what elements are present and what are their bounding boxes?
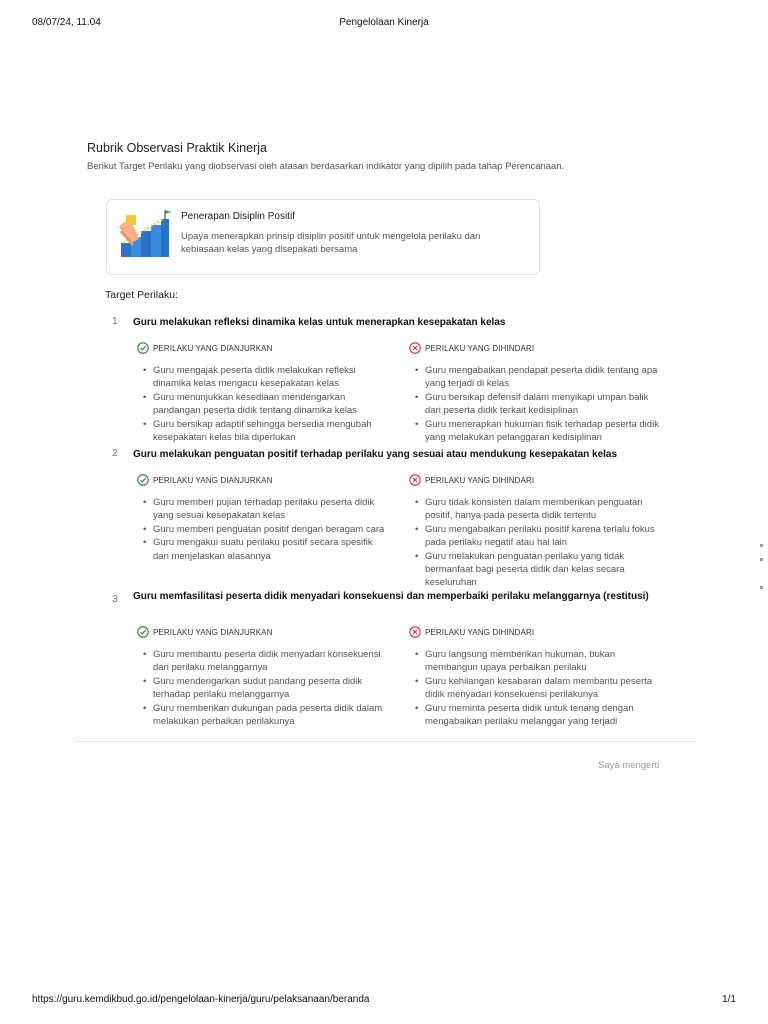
print-footer xyxy=(32,994,736,1008)
print-datetime: 08/07/24, 11.04 xyxy=(32,17,101,28)
avoided-behaviors xyxy=(409,474,659,590)
list-item: • Guru memberikan dukungan pada peserta didik dalam melakukan perbaikan perilakunya xyxy=(143,702,383,728)
list-item: • Guru mengakui suatu perilaku positif secara spesifik dan menjelaskan alasannya xyxy=(143,537,373,562)
list-item: • Guru membantu peserta didik menyadari konsekuensi dari perilaku melanggarnya xyxy=(143,649,381,674)
recommended-behaviors xyxy=(137,342,387,444)
list-item: • Guru bersikap defensif dalam menyikapi umpan balik dari peserta didik terkait kedisiplinan xyxy=(415,391,649,417)
avoided-label: PERILAKU YANG DIHINDARI xyxy=(425,344,535,353)
indicator-title: Penerapan Disiplin Positif xyxy=(181,211,295,222)
list-item: • Guru mengabaikan pendapat peserta didik tentang apa yang terjadi di kelas xyxy=(415,365,658,390)
list-item: • Guru tidak konsisten dalam memberikan penguatan positif, hanya pada peserta didik tertentu xyxy=(415,497,643,522)
avoided-label: PERILAKU YANG DIHINDARI xyxy=(425,476,535,485)
behavior-text: Guru melakukan penguatan positif terhadap perilaku yang sesuai atau mendukung kesepakatan kelas xyxy=(133,449,618,460)
avoided-label: PERILAKU YANG DIHINDARI xyxy=(425,628,535,637)
list-item: • Guru mengajak peserta didik melakukan refleksi dinamika kelas mengacu kesepakatan kelas xyxy=(143,365,356,390)
list-item: • Guru mengabaikan perilaku positif karena terlalu fokus pada perilaku negatif atau hal lain xyxy=(415,523,655,549)
avoided-behaviors xyxy=(409,342,659,444)
list-item: • Guru bersikap adaptif sehingga bersedia mengubah kesepakatan kelas bila diperlukan xyxy=(143,418,372,444)
recommended-behaviors xyxy=(137,474,387,563)
x-circle-icon xyxy=(409,474,421,486)
rubric-title: Rubrik Observasi Praktik Kinerja xyxy=(87,141,267,155)
recommended-label: PERILAKU YANG DIANJURKAN xyxy=(153,628,273,637)
check-circle-icon xyxy=(137,342,149,354)
behavior-text: Guru melakukan refleksi dinamika kelas untuk menerapkan kesepakatan kelas xyxy=(133,317,506,328)
recommended-behaviors xyxy=(137,626,387,728)
list-item: • Guru menerapkan hukuman fisik terhadap peserta didik yang melakukan pelanggaran kedisiplinan xyxy=(415,418,659,444)
x-circle-icon xyxy=(409,626,421,638)
target-behavior-label: Target Perilaku: xyxy=(105,289,178,301)
rubric-description: Berikut Target Perilaku yang diobservasi oleh atasan berdasarkan indikator yang dipilih pada tahap Perencanaan. xyxy=(87,161,565,172)
list-item: • Guru memberi pujian terhadap perilaku peserta didik yang sesuai kesepakatan kelas xyxy=(143,497,375,522)
list-item: • Guru melakukan penguatan perilaku yang tidak bermanfaat bagi peserta didik dan kelas secara keseluruhan xyxy=(415,550,625,589)
print-header xyxy=(32,17,736,31)
footer-divider xyxy=(74,741,696,742)
behavior-number: 2 xyxy=(112,448,118,459)
behavior-text: Guru memfasilitasi peserta didik menyadari konsekuensi dan memperbaiki perilaku melanggarnya (restitusi) xyxy=(133,591,649,602)
recommended-label: PERILAKU YANG DIANJURKAN xyxy=(153,476,273,485)
indicator-description: Upaya menerapkan prinsip disiplin positif untuk mengelola perilaku dan kebiasaan kelas yang disepakati bersama xyxy=(181,231,481,255)
list-item: • Guru langsung memberikan hukuman, bukan membangun upaya perbaikan perilaku xyxy=(415,649,616,674)
stairs-goal-illustration-icon xyxy=(117,209,173,261)
x-circle-icon xyxy=(409,342,421,354)
check-circle-icon xyxy=(137,626,149,638)
behavior-number: 3 xyxy=(112,594,118,605)
list-item: • Guru meminta peserta didik untuk tenang dengan mengabaikan perilaku melanggar yang terjadi xyxy=(415,702,634,728)
behavior-number: 1 xyxy=(112,316,118,327)
list-item: • Guru memberi penguatan positif dengan beragam cara xyxy=(143,523,385,535)
check-circle-icon xyxy=(137,474,149,486)
list-item: • Guru kehilangan kesabaran dalam membantu peserta didik menyadari konsekuensi perilakunya xyxy=(415,675,653,701)
print-url: https://guru.kemdikbud.go.id/pengelolaan-kinerja/guru/pelaksanaan/beranda xyxy=(32,994,370,1005)
recommended-label: PERILAKU YANG DIANJURKAN xyxy=(153,344,273,353)
list-item: • Guru mendengarkan sudut pandang peserta didik terhadap perilaku melanggarnya xyxy=(143,675,363,701)
print-page-title: Pengelolaan Kinerja xyxy=(339,17,429,28)
understand-button[interactable]: Saya mengerti xyxy=(598,760,660,771)
rubric-card xyxy=(74,128,696,788)
print-page-count: 1/1 xyxy=(722,994,736,1005)
indicator-card xyxy=(106,199,540,275)
list-item: • Guru menunjukkan kesediaan mendengarkan pandangan peserta didik tentang dinamika kelas xyxy=(143,391,357,417)
scroll-indicator xyxy=(760,540,766,600)
avoided-behaviors xyxy=(409,626,659,728)
